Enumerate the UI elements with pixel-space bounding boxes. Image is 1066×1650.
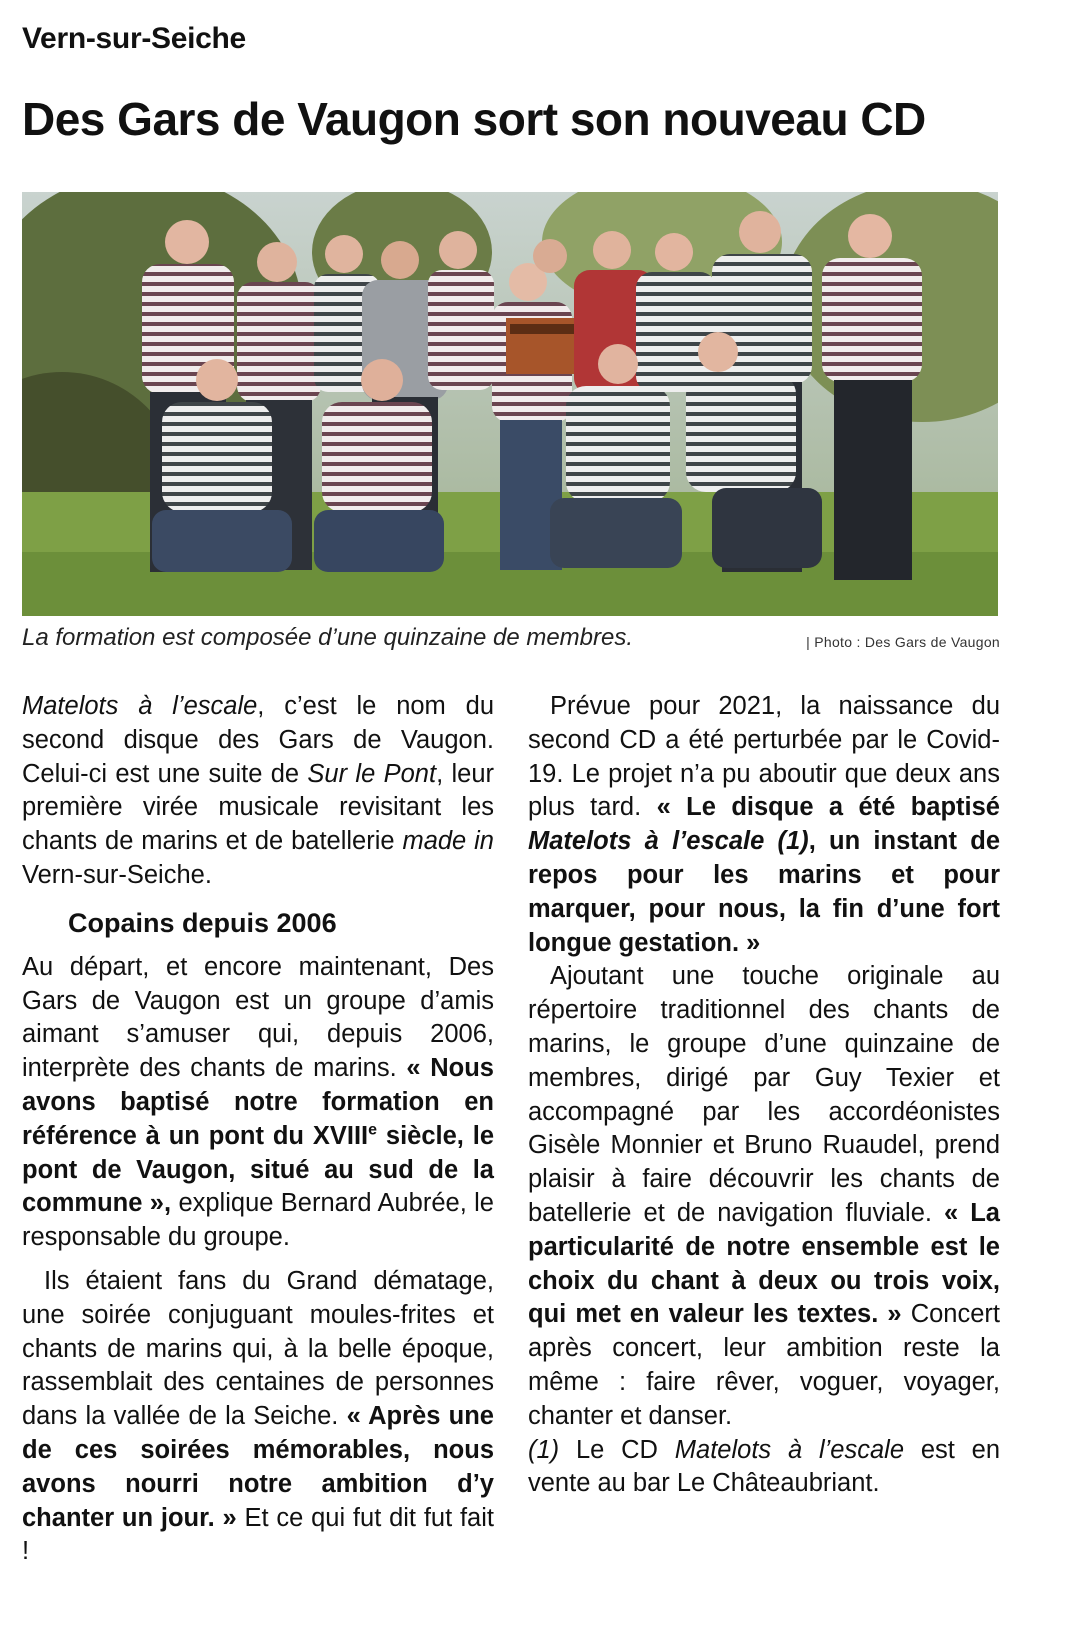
kicker-location: Vern-sur-Seiche (22, 22, 246, 55)
paragraph: Prévue pour 2021, la naissance du second CD a été perturbée par le Covid-19. Le projet n’a pu aboutir que deux ans plus tard. « Le disque a été baptisé Matelots à l’escale (1), un instant de repos pour les marins et pour marquer, pour nous, la fin d’une fort longue gestation. » (528, 692, 1000, 957)
section-subheading: Copains depuis 2006 (68, 907, 337, 938)
group-photo (22, 192, 998, 616)
paragraph: Au départ, et encore maintenant, Des Gars de Vaugon est un groupe d’amis aimant s’amuser qui, depuis 2006, interprète des chants de marins. « Nous avons baptisé notre formation en référence à un pont du XVIIIe siècle, le pont de Vaugon, situé au sud de la commune », explique Bernard Aubrée, le responsable du groupe. (22, 952, 495, 1252)
photo-caption: La formation est composée d’une quinzaine de membres. (22, 624, 634, 651)
article-column-right (528, 690, 1000, 1501)
footnote: (1) Le CD Matelots à l’escale est en vente au bar Le Châteaubriant. (528, 1435, 1001, 1498)
paragraph: Ils étaient fans du Grand dématage, une soirée conjuguant moules-frites et chants de marins qui, à la belle époque, rassemblait des centaines de personnes dans la vallée de la Seiche. « Après une de ces soirées mémorables, nous avons nourri notre ambition d’y chanter un jour. » Et ce qui fut dit fut fait ! (22, 1266, 494, 1566)
photo-credit: | Photo : Des Gars de Vaugon (806, 634, 1000, 650)
paragraph: Ajoutant une touche originale au répertoire traditionnel des chants de marins, le groupe d’une quinzaine de membres, dirigé par Guy Texier et accompagné par les accordéonistes Gisèle Monnier et Bruno Ruaudel, prend plaisir à faire découvrir les chants de batellerie et de navigation fluviale. « La particularité de notre ensemble est le choix du chant à deux ou trois voix, qui met en valeur les textes. » Concert après concert, leur ambition reste la même : faire rêver, voguer, voyager, chanter et danser. (528, 962, 1000, 1430)
paragraph: Matelots à l’escale, c’est le nom du second disque des Gars de Vaugon. Celui-ci est une suite de Sur le Pont, leur première virée musicale revisitant les chants de marins et de batellerie made in Vern-sur-Seiche. (22, 692, 495, 889)
article-column-left (22, 690, 494, 1569)
article-headline: Des Gars de Vaugon sort son nouveau CD (22, 93, 926, 145)
